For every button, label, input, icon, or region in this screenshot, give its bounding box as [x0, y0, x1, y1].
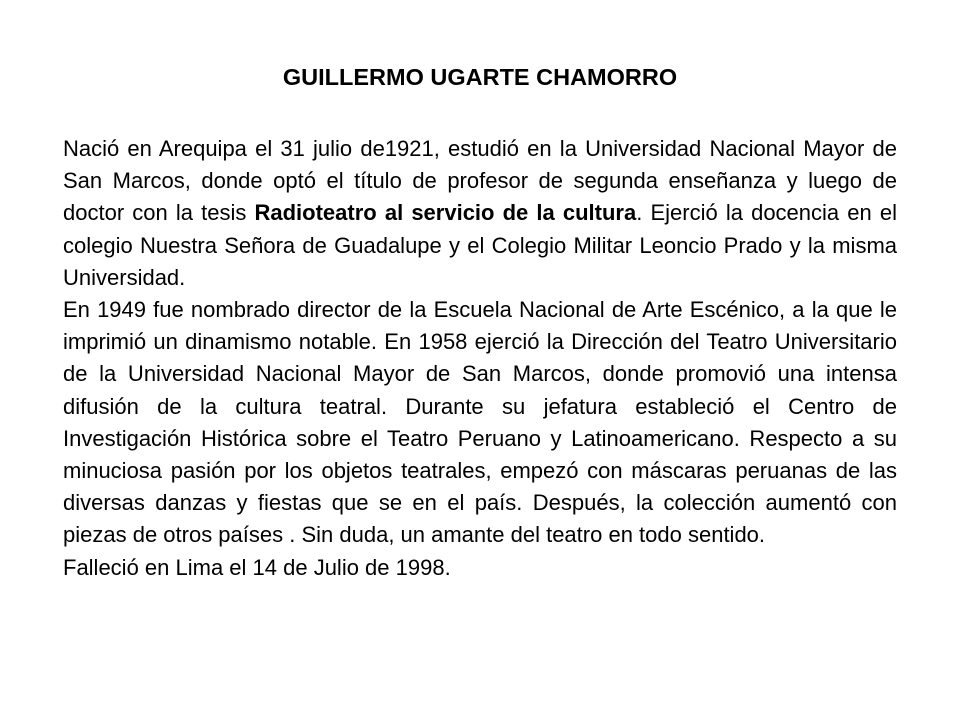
paragraph-birth-education	[63, 133, 897, 294]
paragraph-1-text-end: . Ejerció la docencia en el colegio Nuestra Señora de Guadalupe y el Colegio Militar Leoncio Prado y la misma Universidad.	[63, 200, 897, 290]
paragraph-1-text: Nació en Arequipa el 31 julio de1921, estudió en la Universidad Nacional Mayor de San Marcos, donde optó el título de profesor de segunda enseñanza y luego de doctor con la tesis	[63, 136, 897, 226]
page-title: GUILLERMO UGARTE CHAMORRO	[282, 64, 678, 90]
thesis-title: Radioteatro al servicio de la cultura	[254, 200, 637, 226]
paragraph-death: Falleció en Lima el 14 de Julio de 1998.	[63, 554, 451, 580]
paragraph-career: En 1949 fue nombrado director de la Escuela Nacional de Arte Escénico, a la que le imprimió un dinamismo notable. En 1958 ejerció la Dirección del Teatro Universitario de la Universidad Nacional Mayor de San Marcos, donde promovió una intensa difusión de la cultura teatral. Durante su jefatura estableció el Centro de Investigación Histórica sobre el Teatro Peruano y Latinoamericano. Respecto a su minuciosa pasión por los objetos teatrales, empezó con máscaras peruanas de las diversas danzas y fiestas que se en el país. Después, la colección aumentó con piezas de otros países . Sin duda, un amante del teatro en todo sentido.	[63, 297, 897, 548]
biography-text	[63, 133, 897, 584]
